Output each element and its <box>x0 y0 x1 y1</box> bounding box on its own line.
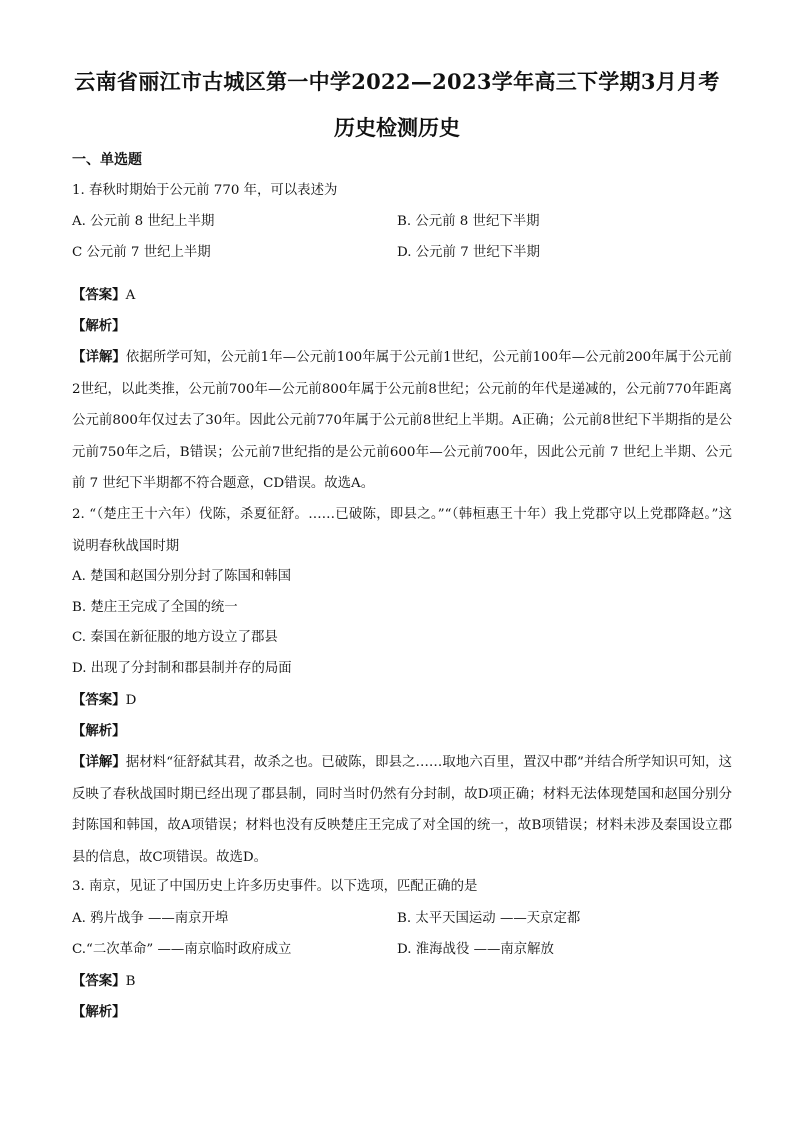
q2-option-c: C. 秦国在新征服的地方设立了郡县 <box>72 630 278 645</box>
q2-stem: 2. “（楚庄王十六年）伐陈，杀夏征舒。……已破陈，即县之。”“（韩桓惠王十年）我上党郡守以上党郡降赵。”这说明春秋战国时期 <box>72 507 732 554</box>
q1-detail <box>72 342 732 500</box>
q2-option-b: B. 楚庄王完成了全国的统一 <box>72 600 238 615</box>
q3-analysis-tag <box>72 1002 126 1023</box>
q1-option-a: A. 公元前 8 世纪上半期 <box>72 214 215 229</box>
q1-option-b: B. 公元前 8 世纪下半期 <box>397 214 540 229</box>
q2-detail <box>72 747 732 873</box>
q2-option-a: A. 楚国和赵国分别分封了陈国和韩国 <box>72 569 292 584</box>
q1-option-d: D. 公元前 7 世纪下半期 <box>397 245 540 260</box>
q1-answer <box>72 285 135 306</box>
answer-value: D <box>125 693 137 708</box>
q3-option-d: D. 淮海战役 ——南京解放 <box>397 942 554 957</box>
detail-text: 依据所学可知，公元前1年—公元前100年属于公元前1世纪，公元前100年—公元前200年属于公元前2世纪，以此类推，公元前700年—公元前800年属于公元前8世纪；公元前的年代是递减的，公元前770年距离公元前800年仅过去了30年。因此公元前770年属于公元前8世纪上半期。A正确；公元前8世纪下半期指的是公元前750年之后，B错误；公元前7世纪指的是公元前600年—公元前700年，因此公元前 7 世纪上半期、公元前 7 世纪下半期都不符合题意，CD错误。故选A。 <box>72 350 733 492</box>
analysis-tag: 【解析】 <box>72 1004 126 1020</box>
answer-tag: 【答案】 <box>72 973 126 989</box>
document-subtitle: 历史检测历史 <box>334 115 460 140</box>
q2-option-d: D. 出现了分封制和郡县制并存的局面 <box>72 661 292 676</box>
q3-option-b: B. 太平天国运动 ——天京定都 <box>397 911 581 926</box>
q1-analysis-tag <box>72 316 126 337</box>
q3-answer <box>72 971 135 992</box>
answer-tag: 【答案】 <box>72 287 126 303</box>
section-heading: 一、单选题 <box>72 152 142 168</box>
analysis-tag: 【解析】 <box>72 723 126 739</box>
analysis-tag: 【解析】 <box>72 318 126 334</box>
q2-analysis-tag <box>72 721 126 742</box>
q3-option-a: A. 鸦片战争 ——南京开埠 <box>72 911 229 926</box>
q1-stem: 1. 春秋时期始于公元前 770 年，可以表述为 <box>72 183 338 198</box>
detail-text: 据材料“征舒弑其君，故杀之也。已破陈，即县之……取地六百里，置汉中郡”并结合所学知识可知，这反映了春秋战国时期已经出现了郡县制，同时当时仍然有分封制，故D项正确；材料无法体现楚国和赵国分别分封陈国和韩国，故A项错误；材料也没有反映楚庄王完成了对全国的统一，故B项错误；材料未涉及秦国设立郡县的信息，故C项错误。故选D。 <box>72 755 732 865</box>
answer-value: B <box>125 974 136 989</box>
answer-tag: 【答案】 <box>72 692 126 708</box>
q3-stem: 3. 南京，见证了中国历史上许多历史事件。以下选项，匹配正确的是 <box>72 879 478 894</box>
q3-option-c: C.“二次革命” ——南京临时政府成立 <box>72 942 292 957</box>
answer-value: A <box>125 288 136 303</box>
detail-tag: 【详解】 <box>72 754 126 770</box>
q2-answer <box>72 690 136 711</box>
detail-tag: 【详解】 <box>72 349 126 365</box>
q1-option-c: C 公元前 7 世纪上半期 <box>72 245 211 260</box>
document-title: 云南省丽江市古城区第一中学2022—2023学年高三下学期3月月考 <box>74 69 720 94</box>
